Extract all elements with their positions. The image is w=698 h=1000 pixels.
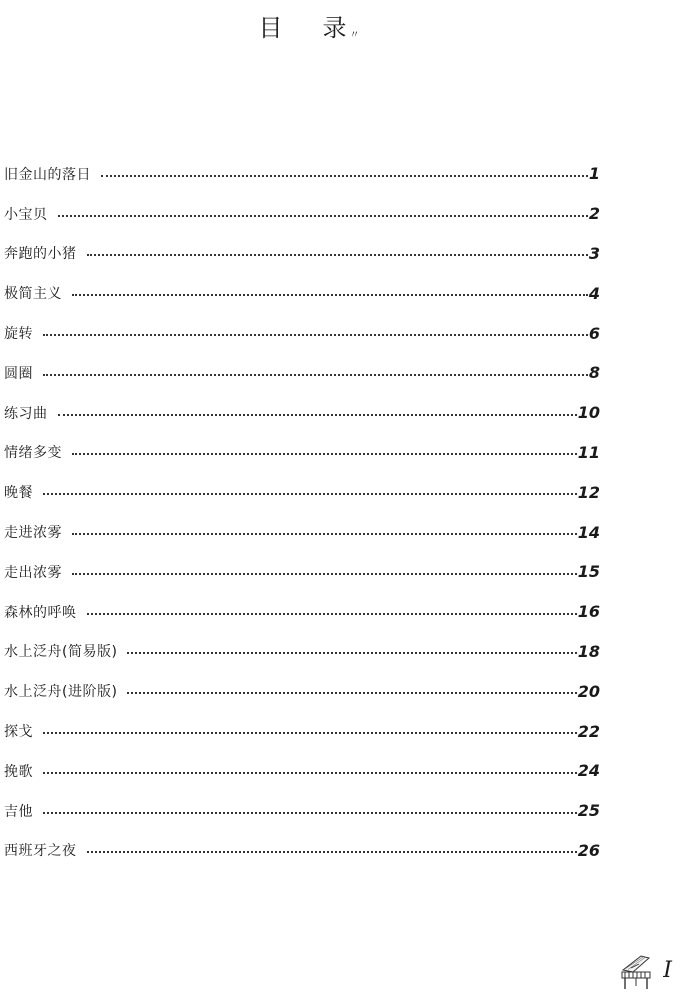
toc-entry-title: 旋转 [4, 326, 33, 343]
toc-entry-page: 11 [577, 442, 600, 462]
toc-entry-title: 练习曲 [4, 405, 48, 422]
toc-entry[interactable] [4, 154, 600, 194]
toc-entry-page: 20 [577, 681, 600, 701]
toc-entry[interactable] [4, 751, 600, 791]
dot-leader [43, 493, 577, 495]
toc-entry[interactable] [4, 313, 600, 353]
dot-leader [72, 453, 577, 455]
toc-entry[interactable] [4, 831, 600, 871]
dot-leader [87, 851, 577, 853]
piano-icon [619, 954, 653, 992]
toc-entry-title: 晚餐 [4, 485, 33, 502]
toc-entry[interactable] [4, 472, 600, 512]
toc-entry-title: 小宝贝 [4, 206, 48, 223]
toc-entry-page: 3 [588, 243, 600, 263]
dot-leader [43, 772, 577, 774]
toc-entry-page: 14 [577, 522, 600, 542]
title-mark: 〃 [349, 30, 362, 41]
toc-entry[interactable] [4, 512, 600, 552]
dot-leader [87, 613, 577, 615]
toc-entry-page: 12 [577, 482, 600, 502]
page-number: I [663, 958, 672, 983]
toc-entry-page: 24 [577, 761, 600, 781]
toc-entry[interactable] [4, 234, 600, 274]
toc-entry-title: 挽歌 [4, 763, 33, 780]
dot-leader [43, 334, 588, 336]
dot-leader [58, 414, 577, 416]
dot-leader [127, 652, 576, 654]
toc-entry-title: 走出浓雾 [4, 564, 62, 581]
toc-entry-page: 4 [588, 283, 600, 303]
title-char-2: 录 [322, 14, 349, 42]
toc-entry-title: 吉他 [4, 803, 33, 820]
dot-leader [101, 175, 588, 177]
toc-entry-title: 森林的呼唤 [4, 604, 77, 621]
toc-entry-title: 探戈 [4, 724, 33, 741]
dot-leader [43, 374, 588, 376]
toc-entry-title: 奔跑的小猪 [4, 246, 77, 263]
toc-entry-title: 极简主义 [4, 286, 62, 303]
toc-entry-title: 西班牙之夜 [4, 843, 77, 860]
dot-leader [58, 215, 588, 217]
toc-entry[interactable] [4, 353, 600, 393]
toc-entry[interactable] [4, 194, 600, 234]
toc-entry[interactable] [4, 273, 600, 313]
toc-entry-page: 1 [588, 164, 600, 184]
toc-entry[interactable] [4, 791, 600, 831]
dot-leader [72, 294, 588, 296]
toc-entry-page: 22 [577, 721, 600, 741]
dot-leader [127, 692, 576, 694]
toc-entry-title: 走进浓雾 [4, 525, 62, 542]
toc-entry[interactable] [4, 552, 600, 592]
toc-entry-page: 26 [577, 840, 600, 860]
toc-entry-title: 旧金山的落日 [4, 166, 91, 183]
toc-entry-page: 8 [588, 363, 600, 383]
dot-leader [87, 254, 588, 256]
toc-entry-page: 16 [577, 602, 600, 622]
page-title [0, 8, 620, 43]
toc-entry[interactable] [4, 393, 600, 433]
toc-entry[interactable] [4, 671, 600, 711]
dot-leader [72, 573, 577, 575]
toc-entry-title: 圆圈 [4, 365, 33, 382]
table-of-contents [4, 154, 600, 870]
toc-entry-page: 18 [577, 641, 600, 661]
toc-entry[interactable] [4, 711, 600, 751]
toc-entry-title: 水上泛舟(进阶版) [4, 684, 118, 701]
page-footer [619, 954, 672, 992]
toc-entry-title: 情绪多变 [4, 445, 62, 462]
toc-entry-page: 25 [577, 801, 600, 821]
toc-entry[interactable] [4, 632, 600, 672]
toc-entry-page: 10 [577, 403, 600, 423]
toc-entry-page: 6 [588, 323, 600, 343]
dot-leader [72, 533, 577, 535]
dot-leader [43, 812, 577, 814]
toc-entry[interactable] [4, 592, 600, 632]
dot-leader [43, 732, 577, 734]
toc-entry-page: 15 [577, 562, 600, 582]
toc-entry[interactable] [4, 433, 600, 473]
toc-entry-page: 2 [588, 204, 600, 224]
title-char-1: 目 [258, 14, 285, 42]
toc-entry-title: 水上泛舟(简易版) [4, 644, 118, 661]
